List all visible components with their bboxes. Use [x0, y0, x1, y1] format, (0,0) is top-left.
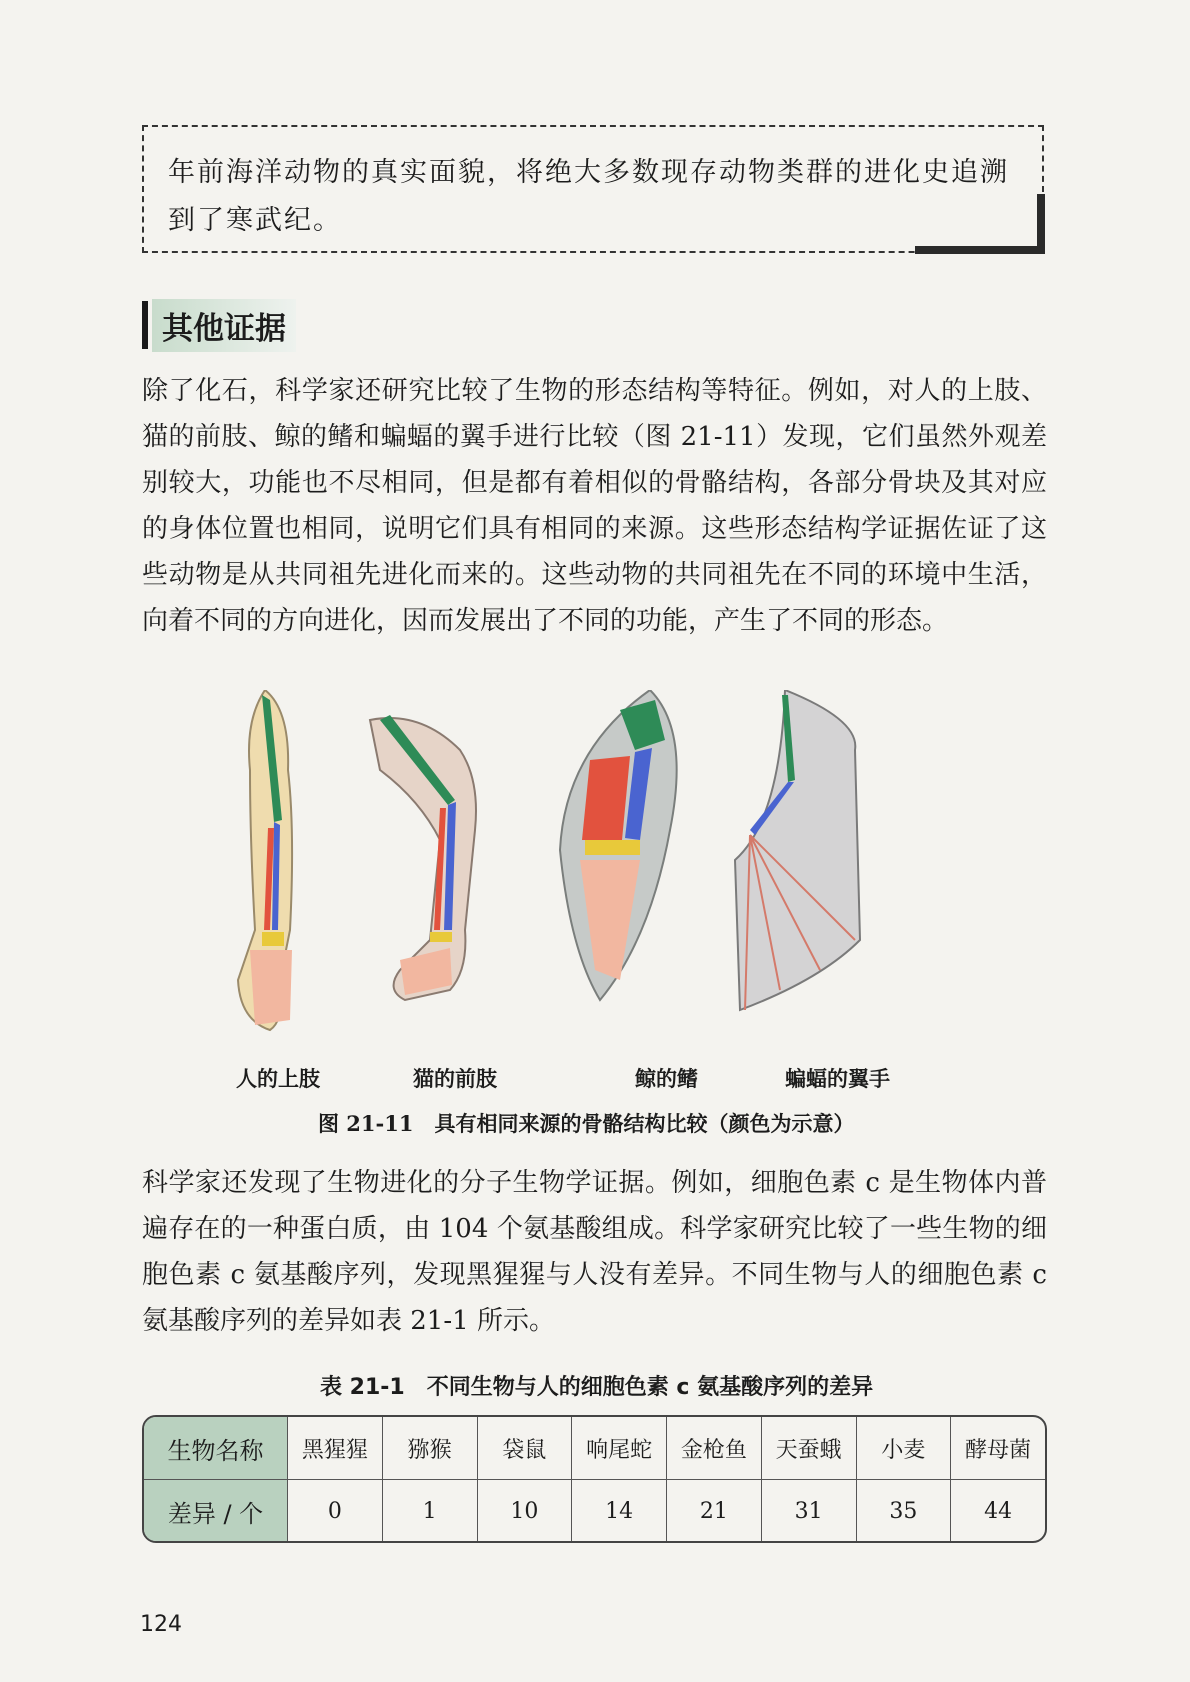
- table-cell: 31: [761, 1480, 856, 1542]
- section-title: 其他证据: [152, 299, 296, 352]
- table-header-difference: 差异 / 个: [144, 1480, 287, 1542]
- table-cell: 21: [666, 1480, 761, 1542]
- section-bar: [142, 301, 148, 349]
- table-header-organism: 生物名称: [144, 1417, 287, 1479]
- table-cell: 猕猴: [382, 1417, 477, 1479]
- whale-flipper-illustration: [560, 690, 677, 1000]
- table-cell: 天蚕蛾: [761, 1417, 856, 1479]
- table-cell: 小麦: [856, 1417, 951, 1479]
- table-cell: 10: [477, 1480, 572, 1542]
- cytochrome-c-table: [142, 1415, 1047, 1543]
- bone-comparison-figure: [210, 690, 990, 1050]
- table-cell: 黑猩猩: [287, 1417, 382, 1479]
- cat-forelimb-illustration: [370, 715, 476, 1000]
- box-text: 年前海洋动物的真实面貌，将绝大多数现存动物类群的进化史追溯到了寒武纪。: [168, 157, 1009, 236]
- table-cell: 44: [950, 1480, 1045, 1542]
- bat-wing-illustration: [735, 690, 860, 1010]
- label-cat-forelimb: 猫的前肢: [413, 1066, 497, 1091]
- table-cell: 酵母菌: [950, 1417, 1045, 1479]
- table-row-organisms: [144, 1417, 1045, 1479]
- label-bat-wing: 蝙蝠的翼手: [785, 1066, 890, 1091]
- box-corner-decoration: [915, 194, 1045, 254]
- table-cell: 14: [571, 1480, 666, 1542]
- continued-box: [142, 125, 1044, 253]
- table-caption: 表 21-1 不同生物与人的细胞色素 c 氨基酸序列的差异: [320, 1375, 874, 1400]
- human-arm-illustration: [238, 690, 292, 1030]
- table-cell: 金枪鱼: [666, 1417, 761, 1479]
- section-heading: [142, 300, 296, 350]
- label-human-arm: 人的上肢: [236, 1066, 320, 1091]
- page-number: 124: [140, 1612, 182, 1637]
- paragraph-1: 除了化石，科学家还研究比较了生物的形态结构等特征。例如，对人的上肢、猫的前肢、鲸的鳍和蝙蝠的翼手进行比较（图 21-11）发现，它们虽然外观差别较大，功能也不尽相同，但是都有着相似的骨骼结构，各部分骨块及其对应的身体位置也相同，说明它们具有相同的来源。这些形态结构学证据佐证了这些动物是从共同祖先进化而来的。这些动物的共同祖先在不同的环境中生活，向着不同的方向进化，因而发展出了不同的功能，产生了不同的形态。: [142, 376, 1047, 636]
- label-whale-flipper: 鲸的鳍: [635, 1066, 698, 1091]
- figure-caption: 图 21-11 具有相同来源的骨骼结构比较（颜色为示意）: [318, 1111, 855, 1136]
- table-row-differences: [144, 1479, 1045, 1542]
- table-cell: 响尾蛇: [571, 1417, 666, 1479]
- table-cell: 1: [382, 1480, 477, 1542]
- table-cell: 35: [856, 1480, 951, 1542]
- paragraph-2: 科学家还发现了生物进化的分子生物学证据。例如，细胞色素 c 是生物体内普遍存在的一种蛋白质，由 104 个氨基酸组成。科学家研究比较了一些生物的细胞色素 c 氨基酸序列，发现黑猩猩与人没有差异。不同生物与人的细胞色素 c 氨基酸序列的差异如表 21-1 所示。: [142, 1168, 1047, 1336]
- table-cell: 0: [287, 1480, 382, 1542]
- table-cell: 袋鼠: [477, 1417, 572, 1479]
